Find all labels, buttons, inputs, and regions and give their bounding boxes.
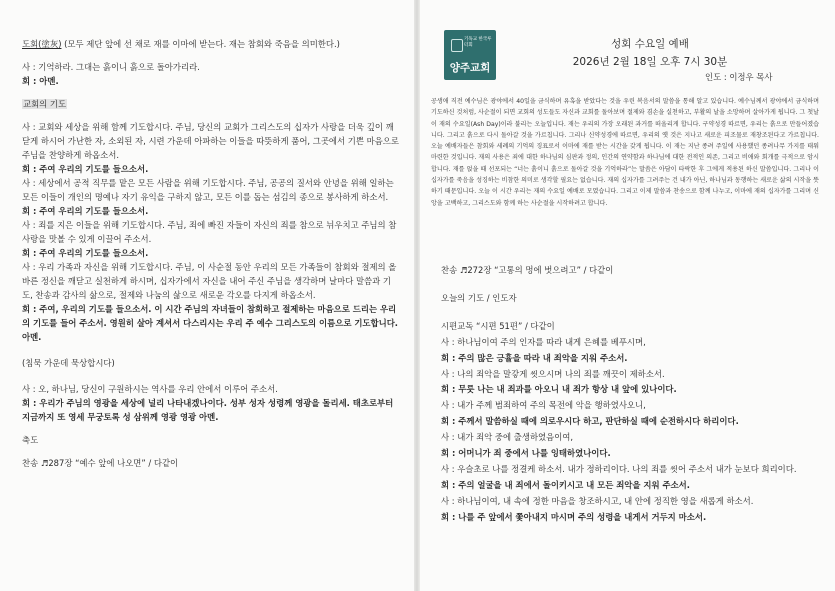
- right-column: [441, 263, 819, 526]
- blessing: 축도: [22, 435, 39, 445]
- todays-prayer: 오늘의 기도 / 인도자: [441, 292, 517, 303]
- sermon-text: 공생애 직전 예수님은 광야에서 40일을 금식하며 유혹을 받았다는 것을 우린 복음서의 말씀을 통해 알고 있습니다. 예수님께서 광야에서 금식하며 기도하신 것처럼, 사순절이 되면 교회의 성도들도 자신과 교회를 돌아보며 절제와 겸손을 실천하고, 부활의 날을 소망하며 살아가게 됩니다. 그 첫날이 재의 수요일(Ash Day)이라 불리는 오늘입니다. 재는 우리의 가장 오래된 과거를 떠올리게 합니다. 구약성경 따르면, 우리는 흙으로 만들어졌습니다. 그리고 흙으로 다시 돌아갈 것을 가르칩니다. 그리나 신약성경에 따르면, 우리의 옛 것은 지나고 새로운 피조물로 재창조된다고 가르칩니다. 오늘 예배자들은 참회와 세례의 기억의 징표로서 이마에 재를 받는 시간을 갖게 됩니다. 이 재는 지난 종려 주일에 사용했던 종려나무 가지를 태워 마련한 것입니다. 재의 사용은 죄에 대한 하나님의 심판과 정의, 인간의 연약함과 하나님에 대한 전적인 의존, 그리고 비애와 회개를 극적으로 암시합니다. 재를 얹을 때 선포되는 “너는 흙이니 흙으로 돌아갈 것을 기억하라”는 말씀은 아담이 타락한 후 그에게 적용된 하신 말씀입니다. 그리나 이 십자가를 죽음을 성징하는 비참한 의미로 생각할 필요는 없습니다. 재의 십자가를 그려주는 건 내가 아닌, 하나님과 동행하는 새로운 삶의 시작을 뜻하기 때문입니다. 오늘 이 시간 우리는 재의 수요일 예배로 모였습니다. 그리고 이제 말씀과 찬송으로 함께 나누고, 이마에 재의 십자가를 그리며 신앙을 고백하고, 그리스도와 함께 하는 사순절을 시작하려고 합니다.: [431, 98, 819, 207]
- ashes-response-line: 회 : 아멘.: [22, 76, 59, 86]
- prayer-leader-1: 사 : 교회와 세상을 위해 함께 기도합시다. 주님, 당신의 교회가 그리스도의 십자가 사랑을 더욱 깊이 깨닫게 하시어 가난한 자, 소외된 자, 시련 가운데 아파하는 이들을 따뜻하게 품어, 그곳에서 기쁜 마음으로 주님을 찬양하게 하옵소서.: [22, 122, 399, 160]
- prayer-response-3: 회 : 주여 우리의 기도를 들으소서.: [22, 248, 149, 258]
- prayer-leader-2: 사 : 세상에서 공적 직무를 맡은 모든 사람을 위해 기도합시다. 주님, 공공의 질서와 안녕을 위해 일하는 모든 이들이 개인의 명예나 자기 유익을 구하지 않고, 모든 이를 돕는 섬김의 종으로 봉사하게 하소서.: [22, 178, 394, 202]
- psalm-heading: 시편교독 “시편 51편” / 다같이: [441, 320, 555, 331]
- psalm-r3: 회 : 주께서 말씀하실 때에 의로우시다 하고, 판단하실 때에 순전하시다 하리이다.: [441, 416, 739, 427]
- psalm-l4: 사 : 내가 죄악 중에 출생하였음이여,: [441, 432, 574, 443]
- cross-mark-icon: [451, 39, 463, 52]
- hymn-272: 찬송 ♬272장 “고통의 멍에 벗으려고” / 다같이: [441, 265, 614, 275]
- prayer-leader-3: 사 : 죄를 지은 이들을 위해 기도합시다. 주님, 죄에 빠진 자들이 자신의 죄를 참으로 뉘우치고 주님의 참사랑을 맛볼 수 있게 이끌어 주소서.: [22, 220, 397, 244]
- ashes-heading: 도회(塗灰): [22, 39, 62, 49]
- psalm-r2: 회 : 무릇 나는 내 죄과를 아오니 내 죄가 항상 내 앞에 있나이다.: [441, 384, 677, 395]
- logo-small-text: 기독교 한국루터회: [464, 37, 492, 48]
- psalm-r1: 회 : 주의 많은 긍휼을 따라 내 죄악을 지워 주소서.: [441, 352, 628, 363]
- psalm-l1: 사 : 하나님이여 주의 인자를 따라 내게 은혜를 베푸시며,: [441, 336, 646, 347]
- prayer-leader-4: 사 : 우리 가족과 자신을 위해 기도합시다. 주님, 이 사순절 동안 우리의 모든 가족들이 참회와 절제의 올바른 정신을 깨닫고 실천하게 하시며, 십자가에서 자신을 내어 주신 주님을 생각하며 날마다 말씀과 기도, 찬송과 감사의 삶으로, 절제와 나눔의 삶으로 새로운 각오를 다지게 하옵소서.: [22, 262, 397, 300]
- prayer-response-1: 회 : 주여 우리의 기도를 들으소서.: [22, 164, 149, 174]
- ashes-heading-line: [22, 37, 400, 51]
- left-column: [22, 37, 400, 470]
- church-logo: [444, 30, 496, 80]
- ashes-note: (모두 제단 앞에 선 채로 재를 이마에 받는다. 재는 참회와 죽음을 의미한다.): [64, 39, 340, 49]
- service-date: 2026년 2월 18일 오후 7시 30분: [572, 56, 728, 68]
- closing-leader: 사 : 오, 하나님, 당신이 구원하시는 역사를 우리 안에서 이루어 주소서.: [22, 384, 278, 394]
- service-title: 성회 수요일 예배: [611, 38, 689, 50]
- closing-response: 회 : 우리가 주님의 영광을 세상에 널리 나타내겠나이다. 성부 성자 성령께 영광을 돌리세. 태초로부터 지금까지 또 영세 무궁토록 성 삼위께 영광 영광 아멘.: [22, 398, 394, 422]
- psalm-r4: 회 : 어머니가 죄 중에서 나를 잉태하였나이다.: [441, 448, 611, 459]
- logo-church-name: 양주교회: [449, 62, 491, 74]
- church-prayer-heading: 교회의 기도: [23, 99, 67, 109]
- psalm-l5: 사 : 우슬초로 나를 정결케 하소서. 내가 정하리이다. 나의 죄를 씻어 주소서 내가 눈보다 희리이다.: [441, 463, 797, 474]
- psalm-l6: 사 : 하나님이여, 내 속에 정한 마음을 창조하시고, 내 안에 정직한 영을 새롭게 하소서.: [441, 495, 754, 506]
- prayer-response-2: 회 : 주여 우리의 기도를 들으소서.: [22, 206, 149, 216]
- prayer-response-4: 회 : 주여, 우리의 기도를 들으소서. 이 시간 주님의 자녀들이 참회하고 절제하는 마음으로 드리는 우리의 기도를 들어 주소서. 영원히 살아 계셔서 다스리시는 우리 주 예수 그리스도의 이름으로 기도합니다. 아멘.: [22, 304, 398, 342]
- psalm-l2: 사 : 나의 죄악을 말갛게 씻으시며 나의 죄를 깨끗이 제하소서.: [441, 368, 665, 379]
- silent-prayer: (침묵 가운데 묵상합시다): [22, 358, 115, 368]
- preacher: 인도 : 이정우 목사: [705, 72, 773, 82]
- psalm-r5: 회 : 주의 얼굴을 내 죄에서 돌이키시고 내 모든 죄악을 지워 주소서.: [441, 479, 690, 490]
- psalm-l3: 사 : 내가 주께 범죄하여 주의 목전에 악을 행하였사오니,: [441, 400, 646, 411]
- psalm-r6: 회 : 나를 주 앞에서 쫓아내지 마시며 주의 성령을 내게서 거두지 마소서.: [441, 511, 707, 522]
- ashes-minister-line: 사 : 기억하라. 그대는 흙이니 흙으로 돌아가리라.: [22, 62, 200, 72]
- closing-hymn: 찬송 ♬287장 “예수 앞에 나오면” / 다같이: [22, 458, 179, 468]
